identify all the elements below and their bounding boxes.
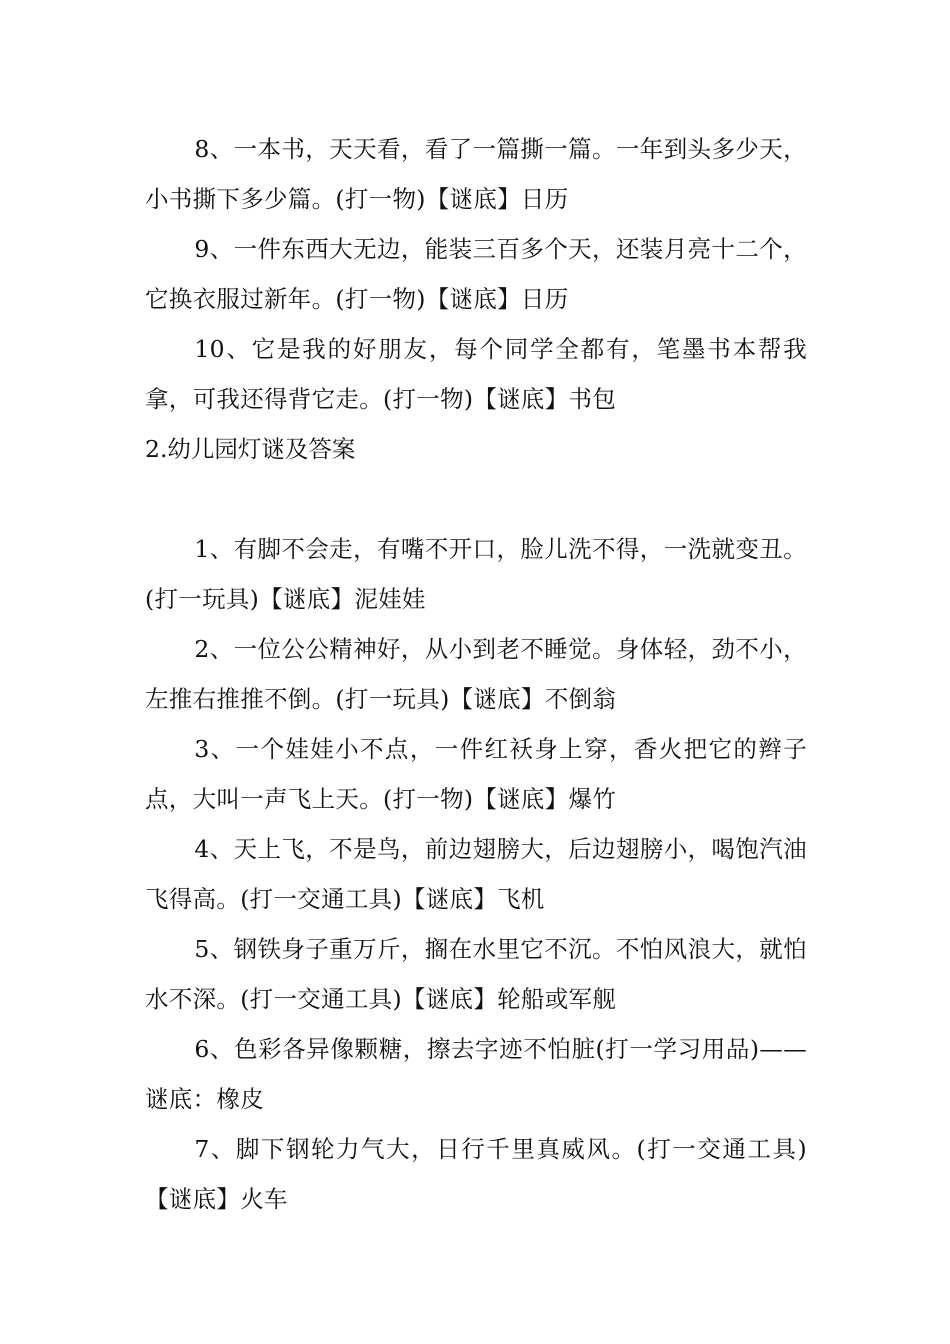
riddle-paragraph: 2、一位公公精神好，从小到老不睡觉。身体轻，劲不小，左推右推推不倒。(打一玩具)【谜底】不倒翁 xyxy=(145,635,807,713)
riddle-paragraph: 8、一本书，天天看，看了一篇撕一篇。一年到头多少天，小书撕下多少篇。(打一物)【谜底】日历 xyxy=(145,135,807,213)
document-body xyxy=(145,124,807,1224)
riddle-paragraph: 1、有脚不会走，有嘴不开口，脸儿洗不得，一洗就变丑。(打一玩具)【谜底】泥娃娃 xyxy=(145,535,807,613)
riddle-paragraph: 4、天上飞，不是鸟，前边翅膀大，后边翅膀小，喝饱汽油飞得高。(打一交通工具)【谜底】飞机 xyxy=(145,835,807,913)
riddle-paragraph: 9、一件东西大无边，能装三百多个天，还装月亮十二个，它换衣服过新年。(打一物)【谜底】日历 xyxy=(145,235,807,313)
riddle-paragraph: 10、它是我的好朋友，每个同学全都有，笔墨书本帮我拿，可我还得背它走。(打一物)【谜底】书包 xyxy=(145,335,807,413)
section-heading: 2.幼儿园灯谜及答案 xyxy=(145,435,356,463)
riddle-paragraph: 3、一个娃娃小不点，一件红袄身上穿，香火把它的辫子点，大叫一声飞上天。(打一物)【谜底】爆竹 xyxy=(145,735,807,813)
riddle-paragraph: 6、色彩各异像颗糖，擦去字迹不怕脏(打一学习用品)——谜底：橡皮 xyxy=(145,1035,807,1113)
riddle-paragraph: 7、脚下钢轮力气大，日行千里真威风。(打一交通工具)【谜底】火车 xyxy=(145,1135,807,1213)
riddle-paragraph: 5、钢铁身子重万斤，搁在水里它不沉。不怕风浪大，就怕水不深。(打一交通工具)【谜底】轮船或军舰 xyxy=(145,935,807,1013)
blank-line xyxy=(145,474,807,524)
